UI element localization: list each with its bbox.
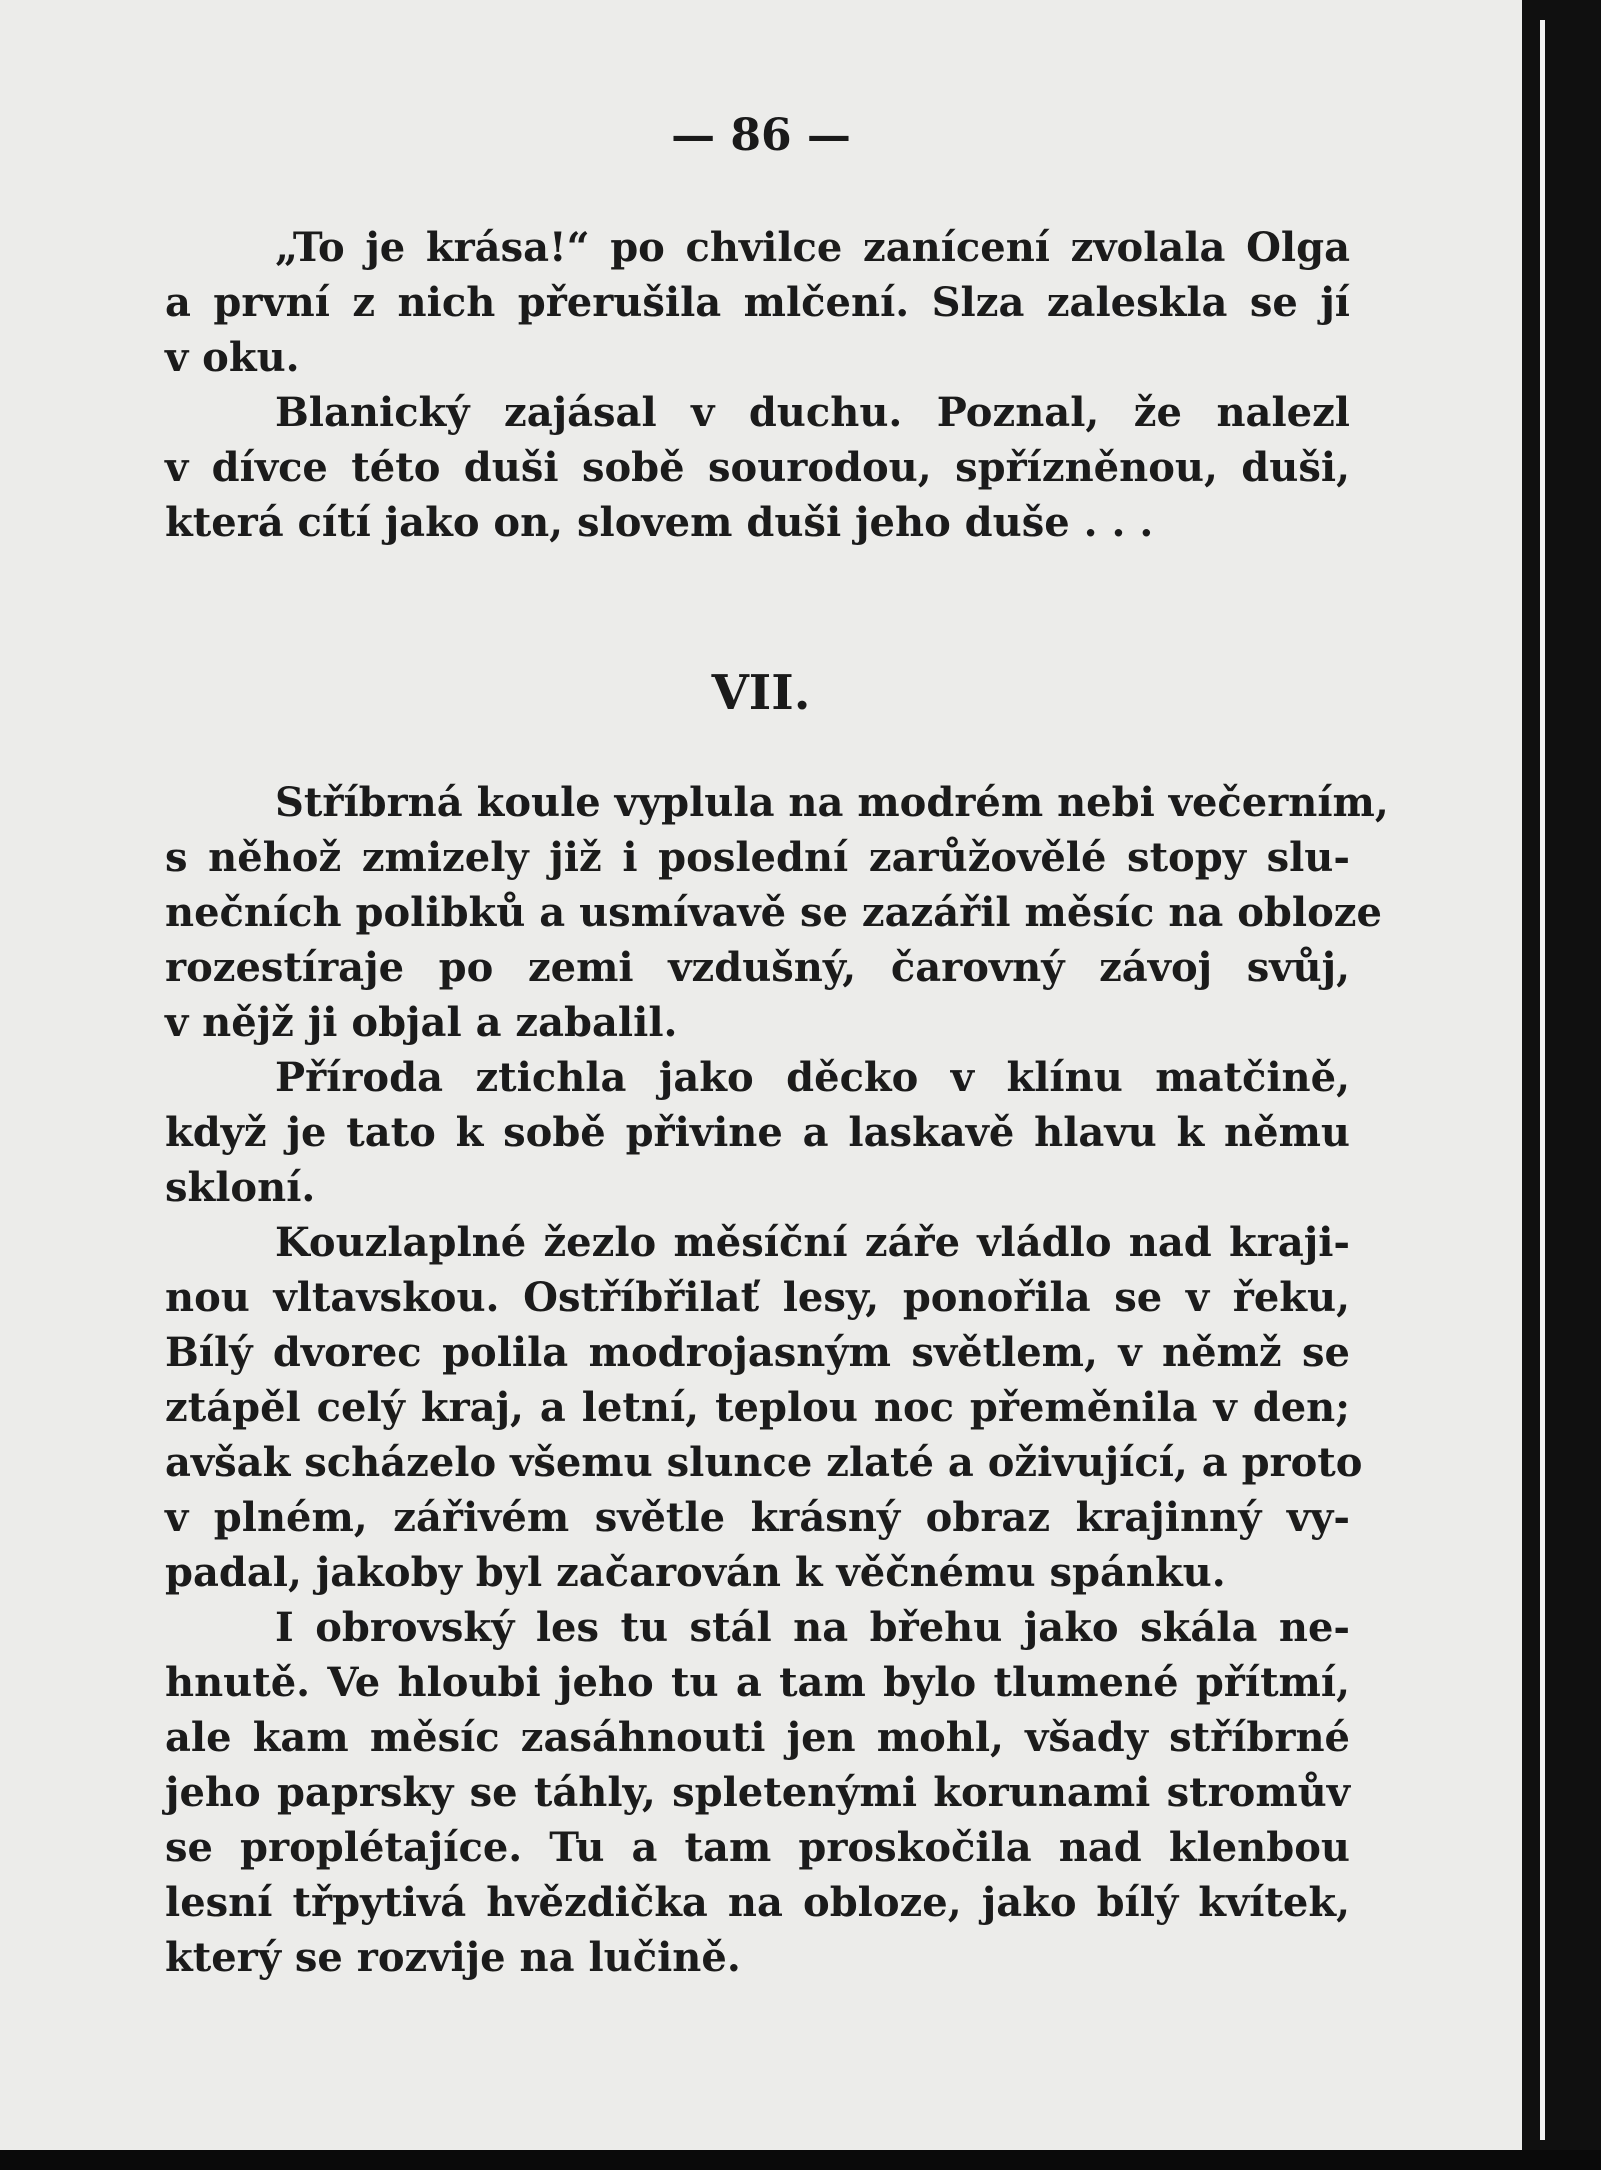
text-line: v nějž ji objal a zabalil. — [165, 999, 678, 1046]
text-line: v plném, zářivém světle krásný obraz krajinný vy- — [165, 1494, 1350, 1541]
text-line: jeho paprsky se táhly, spletenými korunami stromův — [165, 1769, 1350, 1816]
text-line: který se rozvije na lučině. — [165, 1934, 741, 1981]
text-line: I obrovský les tu stál na břehu jako skála ne- — [275, 1604, 1350, 1651]
text-line: Blanický zajásal v duchu. Poznal, že nalezl — [275, 389, 1350, 436]
scan-bottom-edge — [0, 2150, 1601, 2170]
text-line: ale kam měsíc zasáhnouti jen mohl, všady stříbrné — [165, 1714, 1350, 1761]
paragraph-block-2 — [165, 775, 1389, 1985]
text-line: padal, jakoby byl začarován k věčnému spánku. — [165, 1549, 1226, 1596]
text-line: v dívce této duši sobě sourodou, spřízněnou, duši, — [165, 444, 1350, 491]
text-line: Kouzlaplné žezlo měsíční záře vládlo nad kraji- — [275, 1219, 1350, 1266]
text-line: lesní třpytivá hvězdička na obloze, jako bílý kvítek, — [165, 1879, 1350, 1926]
scan-edge-line — [1540, 20, 1545, 2140]
page-number: — 86 — — [671, 110, 851, 161]
text-line: s něhož zmizely již i poslední zarůžovělé stopy slu- — [165, 834, 1350, 881]
text-line: v oku. — [165, 334, 300, 381]
text-line: nou vltavskou. Ostříbřilať lesy, ponořila se v řeku, — [165, 1274, 1350, 1321]
text-line: rozestíraje po zemi vzdušný, čarovný závoj svůj, — [165, 944, 1350, 991]
text-line: se proplétajíce. Tu a tam proskočila nad klenbou — [165, 1824, 1350, 1871]
chapter-heading: VII. — [711, 665, 811, 721]
text-line: skloní. — [165, 1164, 316, 1211]
text-line: a první z nich přerušila mlčení. Slza zaleskla se jí — [165, 279, 1350, 326]
text-line: avšak scházelo všemu slunce zlaté a oživující, a proto — [165, 1439, 1363, 1486]
text-line: která cítí jako on, slovem duši jeho duše . . . — [165, 499, 1154, 546]
text-line: Stříbrná koule vyplula na modrém nebi večerním, — [275, 779, 1389, 826]
scan-right-edge — [1522, 0, 1601, 2170]
text-line: hnutě. Ve hloubi jeho tu a tam bylo tlumené přítmí, — [165, 1659, 1350, 1706]
text-line: když je tato k sobě přivine a laskavě hlavu k němu — [165, 1109, 1350, 1156]
text-line: Příroda ztichla jako děcko v klínu matčině, — [275, 1054, 1350, 1101]
text-line: ztápěl celý kraj, a letní, teplou noc přeměnila v den; — [165, 1384, 1350, 1431]
paragraph-block-1 — [165, 220, 1350, 550]
text-line: nečních polibků a usmívavě se zazářil měsíc na obloze — [165, 889, 1382, 936]
text-line: „To je krása!“ po chvilce zanícení zvolala Olga — [275, 224, 1350, 271]
text-line: Bílý dvorec polila modrojasným světlem, v němž se — [165, 1329, 1350, 1376]
